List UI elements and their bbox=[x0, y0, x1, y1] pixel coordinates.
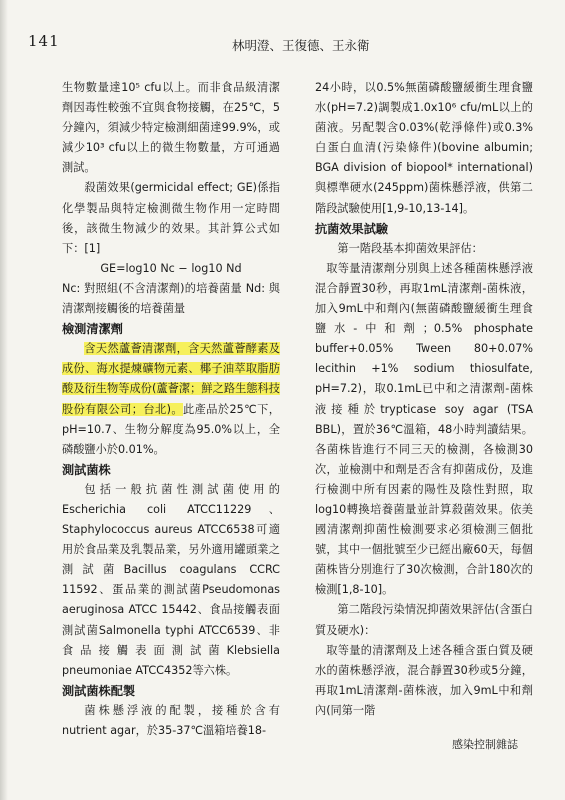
section-heading: 測試菌株配製 bbox=[62, 683, 136, 698]
page-edge-shadow bbox=[0, 0, 8, 800]
paragraph: 第一階段基本抑菌效果評估： bbox=[337, 241, 483, 255]
journal-footer: 感染控制雜誌 bbox=[452, 738, 518, 751]
page-number: 141 bbox=[28, 32, 60, 50]
formula: GE=log10 Nc − log10 Nd bbox=[100, 261, 242, 275]
section-heading: 抗菌效果試驗 bbox=[315, 221, 389, 236]
paragraph: 取等量清潔劑分別與上述各種菌株懸浮液混合靜置30秒，再取1mL清潔劑-菌株液，加入9mL中和劑內(無菌磷酸鹽緩衝生理食鹽水-中和劑；0.5% phosphate buffer+0.05% Tween 80+0.07% lecithin +1% sodium thiosulfate, pH=7.2)，取0.1mL已中和之清潔劑-菌株液接種於trypticase soy agar (TSA BBL)，置於36℃溫箱，48小時判讀結果。各菌株皆進行不同三天的檢測，各檢測30次，並檢測中和劑是否含有抑菌成份，及進行檢測中所有因素的陽性及陰性對照，取log10轉換培養菌量並計算殺菌效果。依美國清潔劑抑菌性檢測要求必須檢測三個批號，其中一個批號至少已經出廠60天，每個菌株皆分別進行了30次檢測，合計180次的檢測[1,8-10]。 bbox=[315, 261, 533, 597]
section-heading: 檢測清潔劑 bbox=[62, 322, 123, 337]
running-header-authors: 林明澄、王復德、王永衛 bbox=[232, 38, 370, 53]
paragraph: 取等量的清潔劑及上述各種含蛋白質及硬水的菌株懸浮液，混合靜置30秒或5分鐘，再取1mL清潔劑-菌株液，加入9mL中和劑內(同第一階 bbox=[315, 643, 533, 717]
paragraph: 第二階段污染情況抑菌效果評估(含蛋白質及硬水)： bbox=[315, 603, 533, 637]
paragraph: 24小時，以0.5%無菌磷酸鹽緩衝生理食鹽水(pH=7.2)調製成1.0x10⁶ cfu/mL以上的菌液。另配製含0.03%(乾淨條件)或0.3%白蛋白血清(污染條件)(bovine albumin; BGA division of biopool* international)與標準硬水(245ppm)菌株懸浮液，供第二階段試驗使用[1,9-10,13-14]。 bbox=[315, 81, 533, 215]
right-column bbox=[315, 78, 533, 721]
paragraph: 包括一般抗菌性測試菌使用的Escherichia coli ATCC11229、Staphylococcus aureus ATCC6538可適用於食品業及乳製品業，另外適用罐頭業之測試菌Bacillus coagulans CCRC 11592、蛋品業的測試菌Pseudomonas aeruginosa ATCC 15442、食品接觸表面測試菌Salmonella typhi ATCC6539、非食品接觸表面測試菌Klebsiella pneumoniae ATCC4352等六株。 bbox=[62, 482, 280, 677]
paragraph: 生物數量達10⁵ cfu以上。而非食品級清潔劑因毒性較強不宜與食物接觸，在25℃，5分鐘內，須減少特定檢測細菌達99.9%，或減少10³ cfu以上的微生物數量，方可通過測試。 bbox=[62, 81, 280, 175]
formula-legend: Nc: 對照組(不含清潔劑)的培養菌量 Nd: 與清潔劑接觸後的培養菌量 bbox=[62, 281, 280, 316]
left-column bbox=[62, 78, 280, 741]
section-heading: 測試菌株 bbox=[62, 462, 111, 477]
paragraph bbox=[62, 339, 280, 460]
highlighted-text: 含天然蘆薈清潔劑，含天然蘆薈酵素及成份、海水提煉礦物元素、椰子油萃取脂肪酸及衍生物等成份(蘆薈潔；鮮之路生態科技股份有限公司；台北)。 bbox=[62, 342, 280, 416]
paragraph: 殺菌效果(germicidal effect; GE)係指化學製品與特定檢測微生物作用一定時間後，該微生物減少的效果。其計算公式如下：[1] bbox=[62, 181, 280, 255]
paragraph: 菌株懸浮液的配製，接種於含有nutrient agar，於35-37℃溫箱培養18- bbox=[62, 703, 280, 737]
paragraph-text: 此產品於25℃下，pH=10.7、生物分解度為95.0%以上，全磷酸鹽小於0.01%。 bbox=[62, 402, 280, 456]
